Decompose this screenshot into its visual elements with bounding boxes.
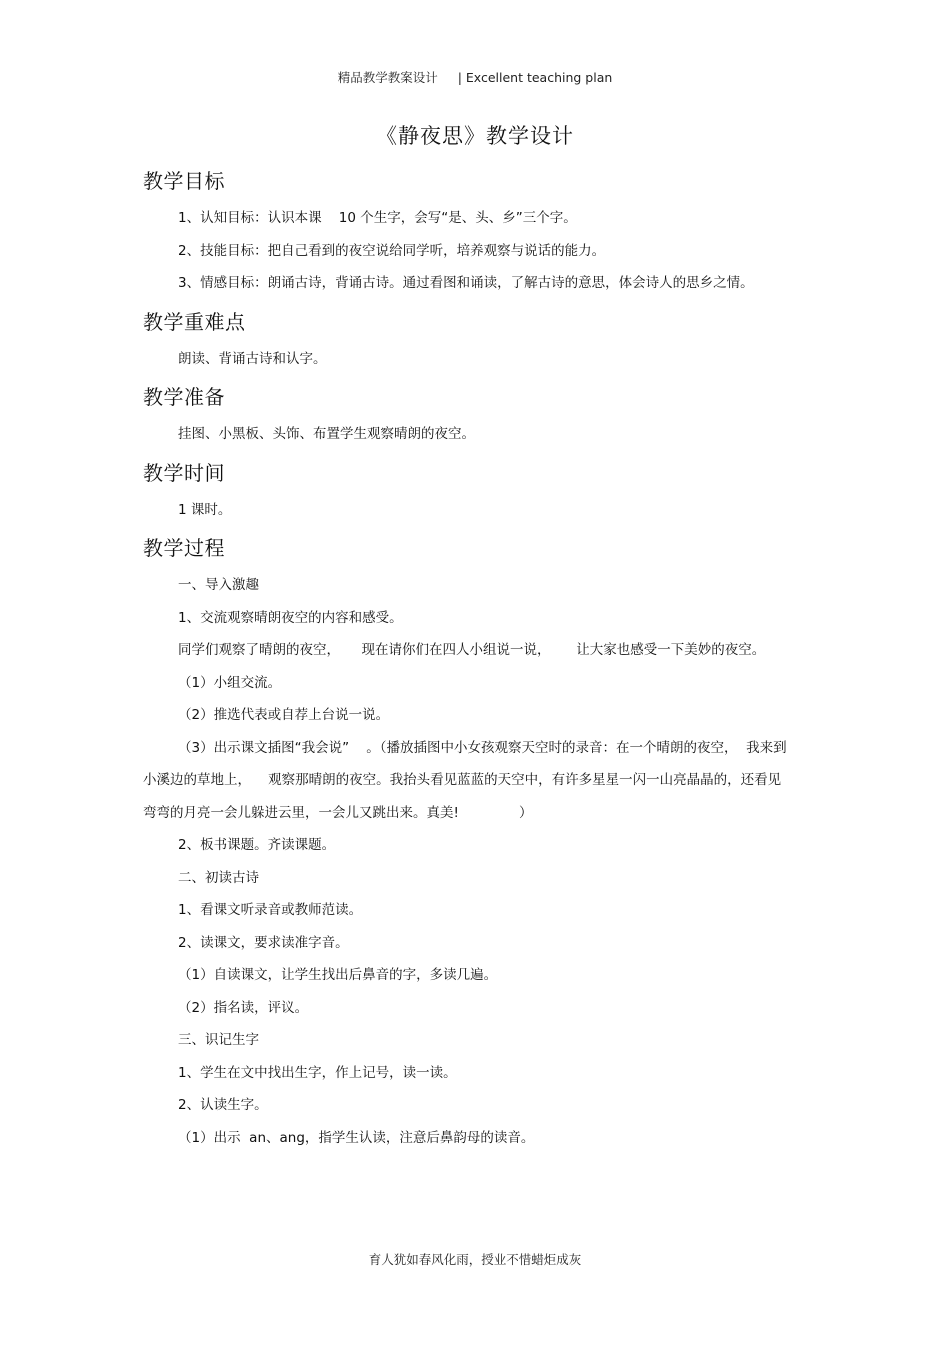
- page-header: [0, 68, 950, 86]
- process-step-initial-reading: 二、初读古诗: [178, 869, 259, 886]
- process-step-intro: 一、导入激趣: [178, 577, 259, 593]
- process-step-characters: 三、识记生字: [178, 1032, 259, 1048]
- preparation-text: 挂图、小黑板、头饰、布置学生观察晴朗的夜空。: [178, 426, 475, 442]
- process-line: （1）小组交流。: [178, 674, 282, 691]
- process-line: 1、看课文听录音或教师范读。: [178, 902, 363, 918]
- process-line: 2、读课文，要求读准字音。: [178, 934, 349, 951]
- process-line: （1）自读课文，让学生找出后鼻音的字，多读几遍。: [178, 967, 498, 983]
- section-heading-goals: 教学目标: [143, 169, 225, 193]
- goal-item-3: 3、情感目标：朗诵古诗，背诵古诗。通过看图和诵读，了解古诗的意思，体会诗人的思乡之情。: [178, 275, 754, 291]
- page-footer: 育人犹如春风化雨，授业不惜蜡炬成灰: [368, 1252, 582, 1267]
- time-text: 1 课时。: [178, 501, 232, 518]
- process-line: （1）出示 an、ang，指学生认读，注意后鼻韵母的读音。: [178, 1129, 535, 1146]
- goal-item-2: 2、技能目标：把自己看到的夜空说给同学听，培养观察与说话的能力。: [178, 242, 606, 259]
- header-right-text: | Excellent teaching plan: [457, 70, 613, 85]
- process-line: （2）指名读，评议。: [178, 999, 309, 1016]
- process-line: 2、认读生字。: [178, 1097, 268, 1113]
- key-points-text: 朗读、背诵古诗和认字。: [178, 350, 327, 367]
- process-line: 1、学生在文中找出生字，作上记号，读一读。: [178, 1064, 457, 1081]
- document-body: [143, 166, 793, 1154]
- document-title: 《静夜思》教学设计: [376, 124, 574, 148]
- header-left-text: 精品教学教案设计: [337, 70, 438, 85]
- process-paragraph: 同学们观察了晴朗的夜空， 现在请你们在四人小组说一说， 让大家也感受一下美妙的夜空。: [178, 642, 766, 658]
- section-heading-time: 教学时间: [143, 460, 225, 485]
- process-line: 1、交流观察晴朗夜空的内容和感受。: [178, 609, 403, 626]
- goal-item-1: 1、认知目标：认识本课 10 个生字，会写“是、头、乡”三个字。: [178, 210, 577, 226]
- process-line: （2）推选代表或自荐上台说一说。: [178, 707, 390, 723]
- process-paragraph: （3）出示课文插图“我会说” 。（播放插图中小女孩观察天空时的录音：在一个晴朗的夜空， 我来到小溪边的草地上， 观察那晴朗的夜空。我抬头看见蓝蓝的天空中，有许多星星一闪一山亮晶晶的，还看见弯弯的月亮一会儿躲进云里，一会儿又跳出来。真美! ）: [143, 739, 787, 821]
- process-line: 2、板书课题。齐读课题。: [178, 837, 336, 853]
- section-heading-preparation: 教学准备: [143, 385, 225, 409]
- section-heading-key-points: 教学重难点: [143, 309, 246, 334]
- section-heading-process: 教学过程: [143, 536, 225, 560]
